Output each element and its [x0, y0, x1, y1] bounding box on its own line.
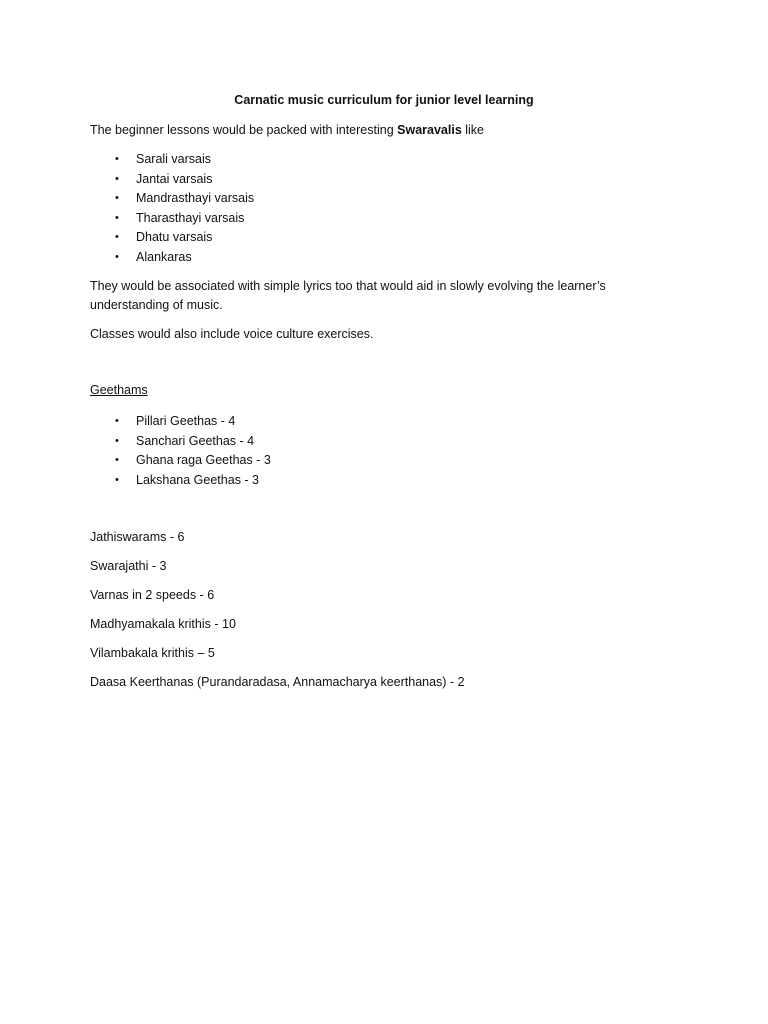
intro-text-after: like: [461, 123, 485, 137]
list-item: [90, 228, 254, 248]
bullet-icon: •: [115, 454, 119, 467]
bullet-icon: •: [115, 415, 119, 427]
document-title: Carnatic music curriculum for junior level learning: [234, 93, 534, 107]
list-item: [90, 150, 254, 170]
bullet-icon: •: [115, 211, 119, 224]
bullet-icon: •: [115, 473, 119, 486]
list-item-label: Dhatu varsais: [136, 230, 213, 245]
bullet-icon: •: [115, 192, 119, 205]
list-item-label: Jantai varsais: [136, 171, 213, 186]
list-item: [90, 432, 271, 452]
list-item: [90, 209, 254, 229]
item-daasa-keerthanas: Daasa Keerthanas (Purandaradasa, Annamacharya keerthanas) - 2: [90, 675, 465, 689]
bullet-icon: •: [115, 434, 119, 447]
intro-text-bold: Swaravalis: [397, 123, 462, 137]
list-item-label: Lakshana Geethas - 3: [136, 472, 259, 487]
intro-paragraph: [90, 121, 650, 140]
list-item: [90, 412, 271, 432]
bullet-icon: •: [115, 231, 119, 244]
list-item: [90, 248, 254, 268]
list-item-label: Sarali varsais: [136, 152, 212, 166]
bullet-icon: •: [115, 172, 119, 185]
list-item-label: Tharasthayi varsais: [136, 210, 245, 225]
swaravali-list: [90, 150, 254, 268]
lyrics-line-2: understanding of music.: [90, 298, 223, 312]
intro-text-before: The beginner lessons would be packed with interesting: [90, 123, 398, 137]
lyrics-paragraph: [90, 277, 650, 315]
lyrics-line-1: They would be associated with simple lyrics too that would aid in slowly evolving the learner’s: [90, 279, 606, 293]
list-item-label: Mandrasthayi varsais: [136, 191, 255, 206]
item-swarajathi: Swarajathi - 3: [90, 559, 167, 573]
list-item-label: Pillari Geethas - 4: [136, 414, 236, 428]
item-madhyamakala-krithis: Madhyamakala krithis - 10: [90, 617, 236, 631]
voice-culture-paragraph: Classes would also include voice culture exercises.: [90, 327, 374, 341]
list-item-label: Alankaras: [136, 249, 192, 264]
geethams-list: [90, 412, 271, 490]
item-jathiswarams: Jathiswarams - 6: [90, 530, 185, 544]
list-item: [90, 189, 254, 209]
bullet-icon: •: [115, 153, 119, 165]
list-item: [90, 170, 254, 190]
bullet-icon: •: [115, 250, 119, 263]
geethams-heading: Geethams: [90, 383, 148, 397]
list-item: [90, 471, 271, 491]
list-item: [90, 451, 271, 471]
document-page: [90, 0, 650, 1024]
list-item-label: Ghana raga Geethas - 3: [136, 453, 271, 468]
list-item-label: Sanchari Geethas - 4: [136, 433, 255, 448]
item-varnas: Varnas in 2 speeds - 6: [90, 588, 215, 602]
item-vilambakala-krithis: Vilambakala krithis – 5: [90, 646, 215, 660]
